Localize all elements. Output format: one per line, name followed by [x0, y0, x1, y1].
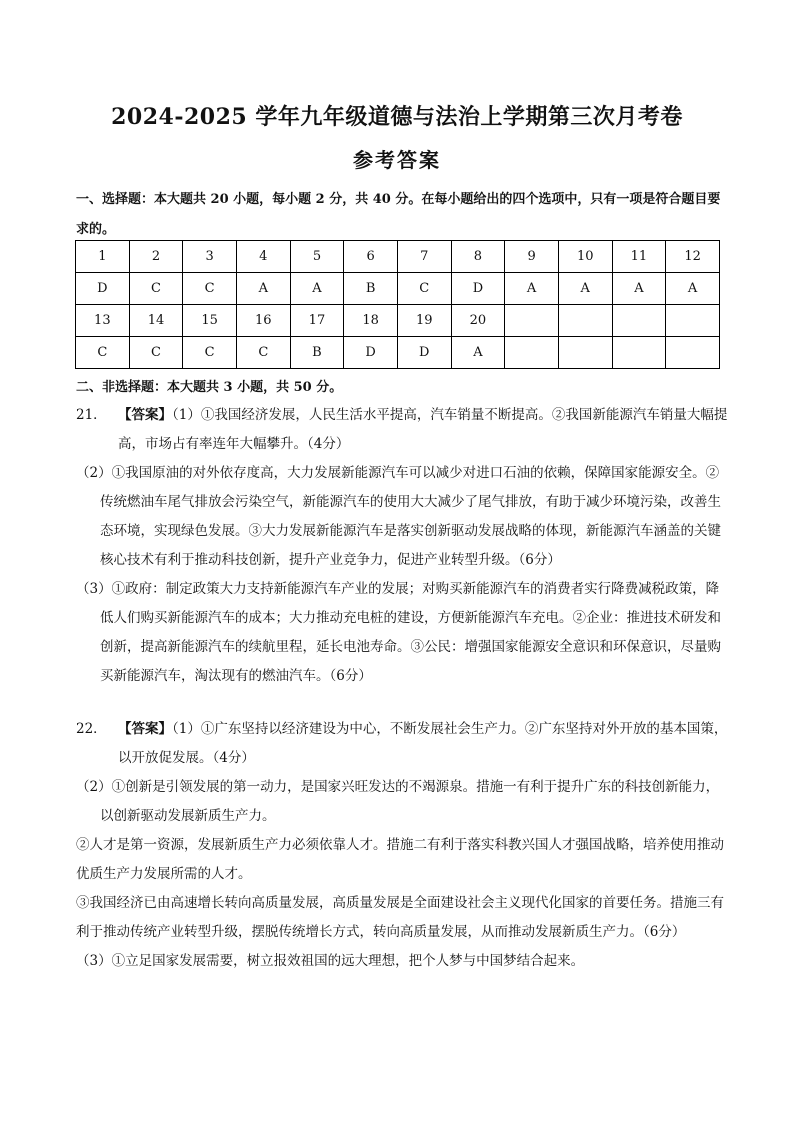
table-cell	[666, 305, 720, 337]
table-cell: 10	[558, 241, 612, 273]
page-title: 2024-2025 学年九年级道德与法治上学期第三次月考卷	[111, 104, 683, 130]
table-cell	[505, 337, 559, 369]
table-cell: D	[397, 337, 451, 369]
answer-part-1: （1）①我国经济发展，人民生活水平提高，汽车销量不断提高。②我国新能源汽车销量大幅提高，市场占有率连年大幅攀升。（4分）	[118, 407, 728, 452]
table-cell: 3	[183, 241, 237, 273]
table-cell: 7	[397, 241, 451, 273]
table-cell	[666, 337, 720, 369]
table-cell: 20	[451, 305, 505, 337]
table-cell: 16	[236, 305, 290, 337]
table-cell: A	[612, 273, 666, 305]
table-row	[76, 241, 720, 273]
table-cell: B	[290, 337, 344, 369]
table-cell	[558, 305, 612, 337]
table-cell: C	[76, 337, 130, 369]
table-cell	[612, 337, 666, 369]
section-1-heading: 一、选择题：本大题共 20 小题，每小题 2 分，共 40 分。在每小题给出的四个选项中，只有一项是符合题目要求的。	[76, 192, 721, 237]
table-cell: A	[505, 273, 559, 305]
table-cell: 8	[451, 241, 505, 273]
answer-part-3: （3）①政府：制定政策大力支持新能源汽车产业的发展；对购买新能源汽车的消费者实行降费减税政策，降低人们购买新能源汽车的成本；大力推动充电桩的建设，方便新能源汽车充电。②企业：推进技术研发和创新，提高新能源汽车的续航里程，延长电池寿命。③公民：增强国家能源安全意识和环保意识，尽量购买新能源汽车，淘汰现有的燃油汽车。（6分）	[76, 581, 721, 684]
table-row	[76, 305, 720, 337]
answer-table	[75, 240, 720, 369]
table-cell: A	[290, 273, 344, 305]
section-2-heading: 二、非选择题：本大题共 3 小题，共 50 分。	[76, 380, 343, 395]
question-21-answer	[76, 401, 728, 691]
table-cell: 6	[344, 241, 398, 273]
table-cell: 14	[129, 305, 183, 337]
answer-part-2-point-2: ②人才是第一资源，发展新质生产力必须依靠人才。措施二有利于落实科教兴国人才强国战略，培养使用推动优质生产力发展所需的人才。	[76, 837, 724, 882]
table-cell: C	[129, 273, 183, 305]
answer-part-2: （2）①创新是引领发展的第一动力，是国家兴旺发达的不竭源泉。措施一有利于提升广东的科技创新能力，以创新驱动发展新质生产力。	[76, 779, 720, 824]
table-cell: A	[451, 337, 505, 369]
question-22-answer	[76, 715, 728, 976]
table-cell	[558, 337, 612, 369]
table-cell: B	[344, 273, 398, 305]
table-cell: C	[183, 337, 237, 369]
table-cell: C	[236, 337, 290, 369]
answer-part-1: （1）①广东坚持以经济建设为中心，不断发展社会生产力。②广东坚持对外开放的基本国策，以开放促发展。（4分）	[118, 721, 728, 766]
table-cell: C	[183, 273, 237, 305]
table-cell: 19	[397, 305, 451, 337]
table-cell: C	[129, 337, 183, 369]
table-cell	[505, 305, 559, 337]
answer-part-2-point-3: ③我国经济已由高速增长转向高质量发展，高质量发展是全面建设社会主义现代化国家的首要任务。措施三有利于推动传统产业转型升级，摆脱传统增长方式，转向高质量发展，从而推动发展新质生产力。（6分）	[76, 895, 724, 940]
table-cell: A	[666, 273, 720, 305]
table-cell: 18	[344, 305, 398, 337]
table-cell: 15	[183, 305, 237, 337]
table-cell: 2	[129, 241, 183, 273]
table-cell: 12	[666, 241, 720, 273]
table-cell: C	[397, 273, 451, 305]
answer-part-3: （3）①立足国家发展需要，树立报效祖国的远大理想，把个人梦与中国梦结合起来。	[76, 953, 585, 969]
page-subtitle: 参考答案	[353, 148, 441, 172]
table-cell: 4	[236, 241, 290, 273]
table-row	[76, 337, 720, 369]
table-cell: 1	[76, 241, 130, 273]
question-number: 22．	[76, 721, 107, 737]
answer-part-2: （2）①我国原油的对外依存度高，大力发展新能源汽车可以减少对进口石油的依赖，保障国家能源安全。②传统燃油车尾气排放会污染空气，新能源汽车的使用大大减少了尾气排放，有助于减少环境污染，改善生态环境，实现绿色发展。③大力发展新能源汽车是落实创新驱动发展战略的体现，新能源汽车涵盖的关键核心技术有利于推动科技创新，提升产业竞争力，促进产业转型升级。（6分）	[76, 465, 721, 568]
table-cell	[612, 305, 666, 337]
table-cell: A	[558, 273, 612, 305]
table-cell: 13	[76, 305, 130, 337]
table-cell: 17	[290, 305, 344, 337]
table-cell: 11	[612, 241, 666, 273]
question-number: 21．	[76, 407, 107, 423]
table-cell: D	[451, 273, 505, 305]
table-cell: 5	[290, 241, 344, 273]
table-cell: 9	[505, 241, 559, 273]
answer-tag: 【答案】	[118, 721, 172, 737]
answer-tag: 【答案】	[118, 407, 172, 423]
table-row	[76, 273, 720, 305]
table-cell: D	[76, 273, 130, 305]
table-cell: D	[344, 337, 398, 369]
table-cell: A	[236, 273, 290, 305]
